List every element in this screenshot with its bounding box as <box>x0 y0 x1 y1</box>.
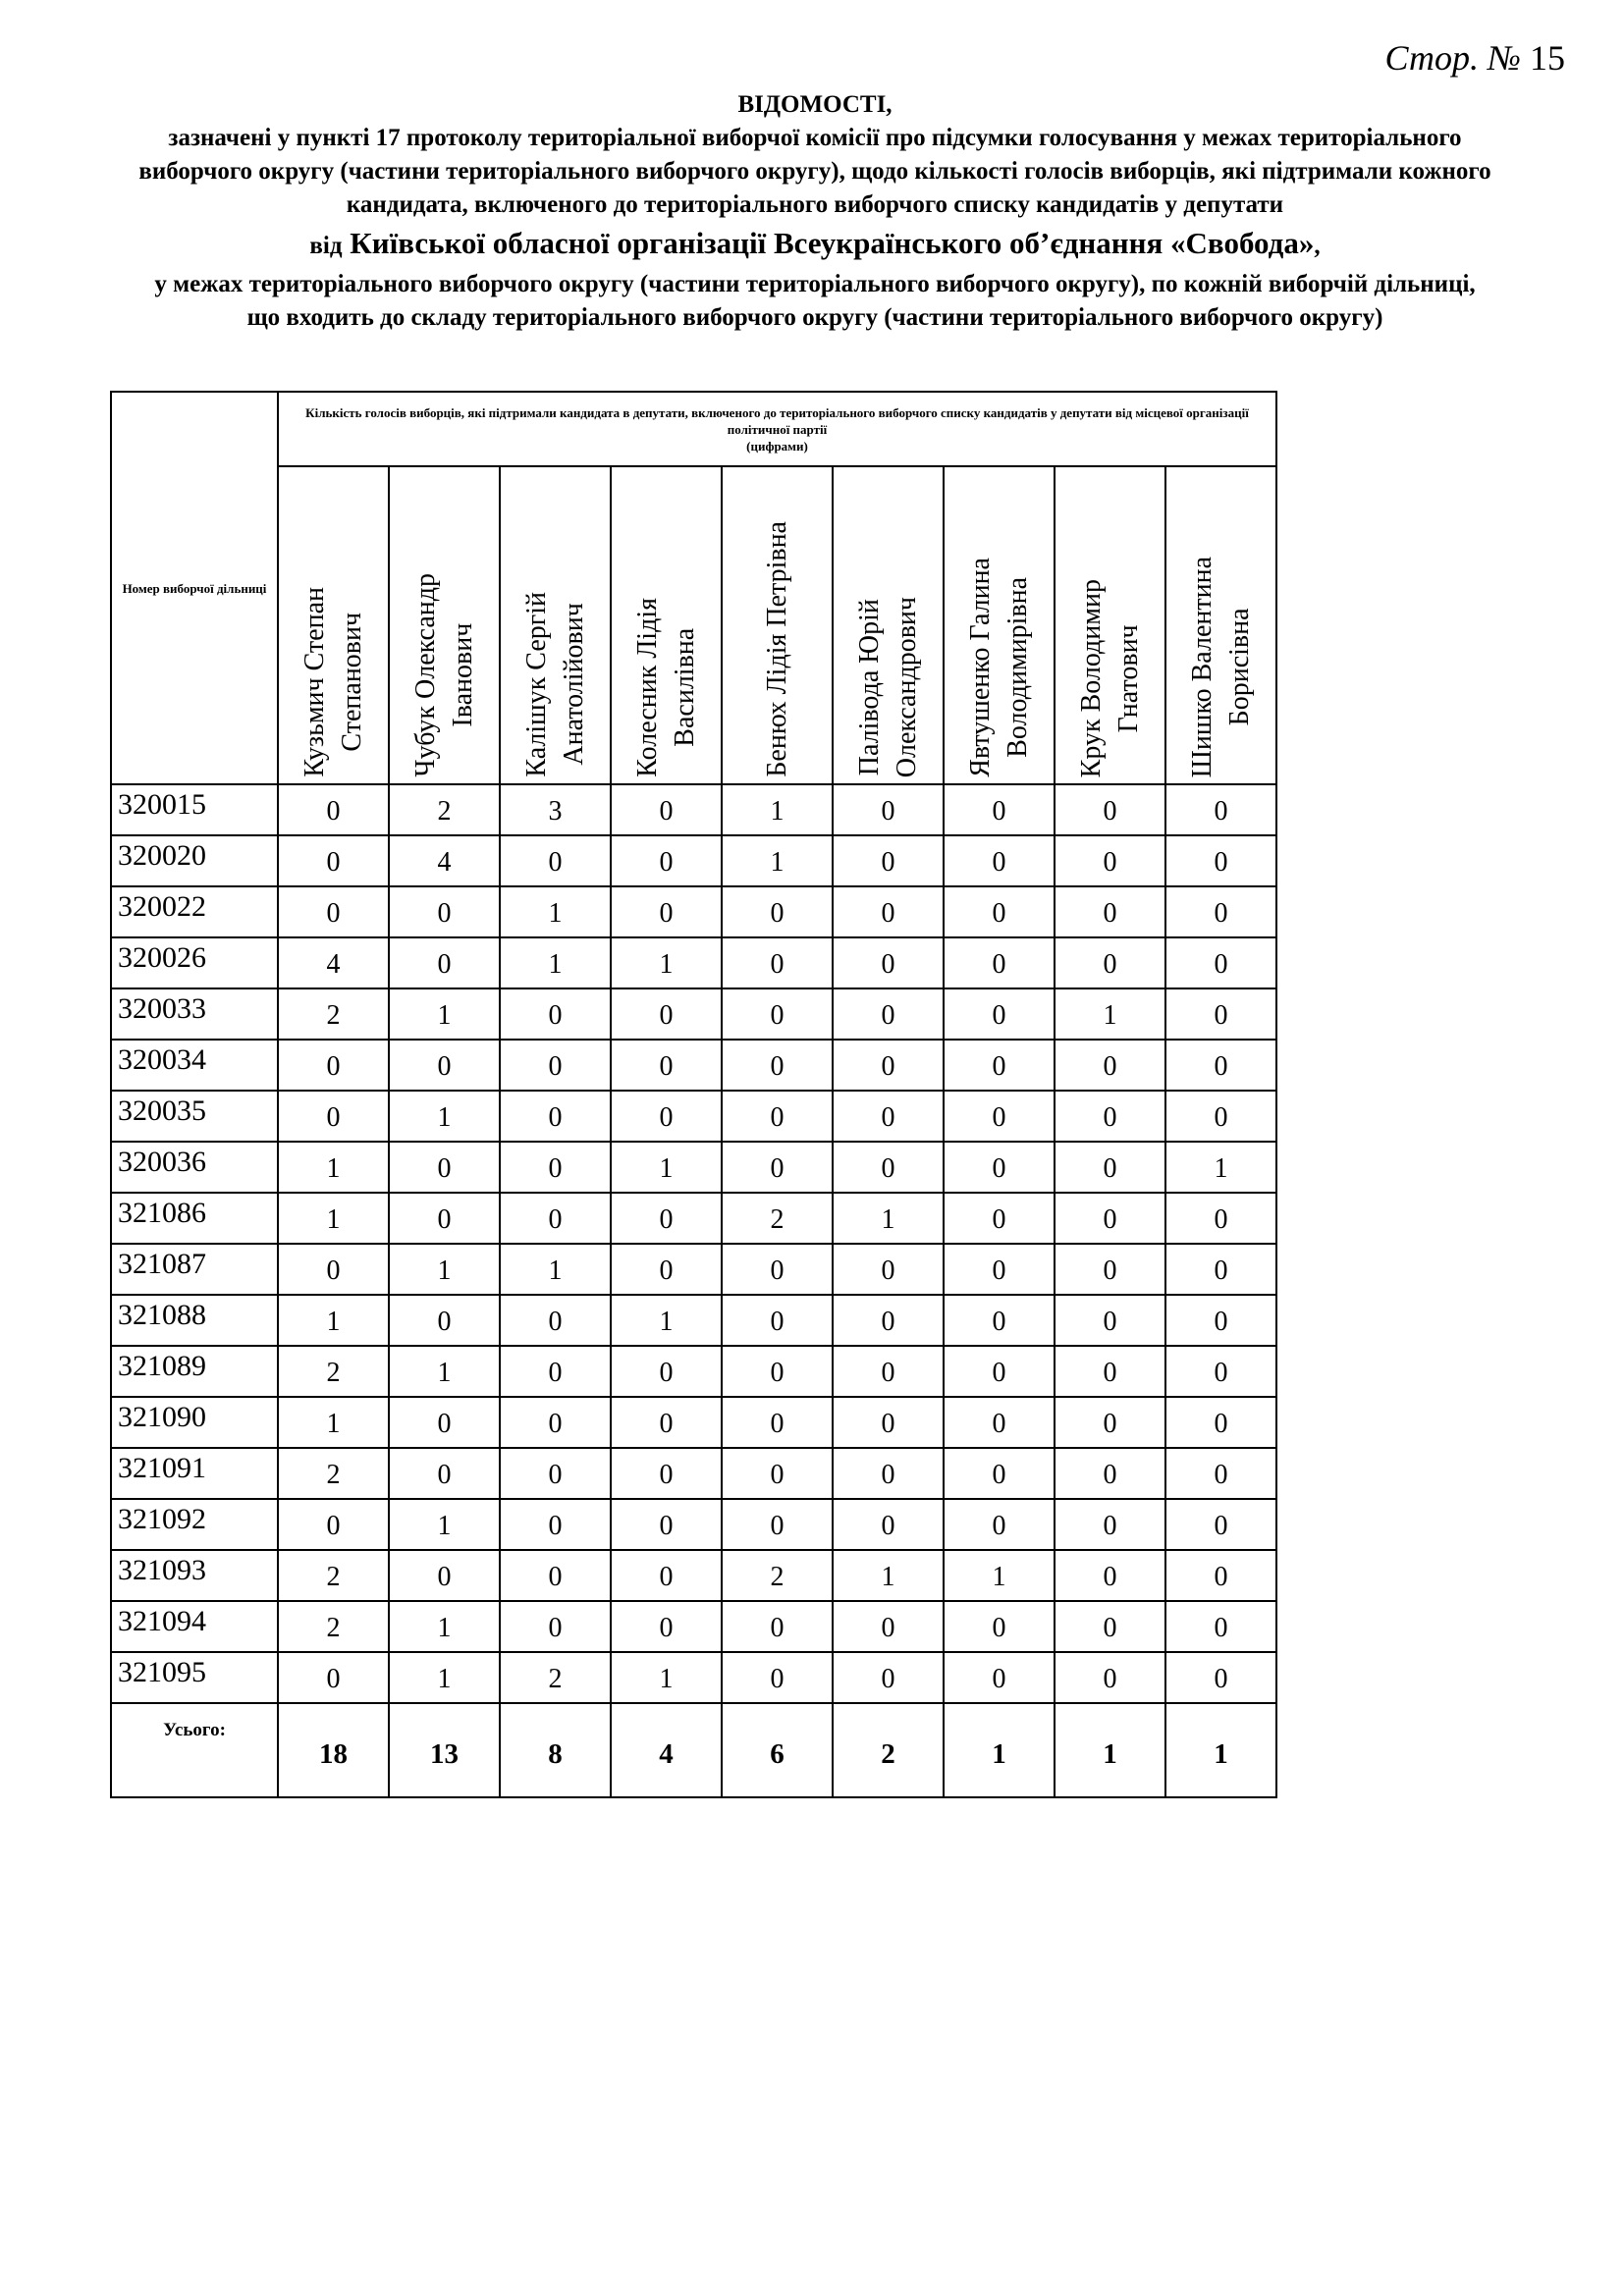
vote-count: 0 <box>722 1499 833 1550</box>
vote-count: 0 <box>1055 937 1165 988</box>
vote-count: 0 <box>1165 1040 1276 1091</box>
vote-count: 0 <box>1055 1193 1165 1244</box>
vote-count: 2 <box>278 1550 389 1601</box>
header-line-1: зазначені у пункті 17 протоколу територіальної виборчої комісії про підсумки голосування у межах територіального <box>168 125 1462 151</box>
vote-count: 0 <box>278 886 389 937</box>
vote-count: 0 <box>833 1652 944 1703</box>
vote-count: 1 <box>833 1550 944 1601</box>
vote-count: 0 <box>611 1448 722 1499</box>
vote-count: 1 <box>722 784 833 835</box>
vote-count: 1 <box>389 988 500 1040</box>
vote-count: 1 <box>722 835 833 886</box>
station-number: 321095 <box>111 1652 278 1703</box>
vote-count: 0 <box>1055 1244 1165 1295</box>
station-number: 321089 <box>111 1346 278 1397</box>
candidate-name: Кузьмич Степан Степанович <box>298 587 367 777</box>
vote-count: 0 <box>722 1601 833 1652</box>
vote-count: 0 <box>278 1091 389 1142</box>
vote-count: 0 <box>1165 937 1276 988</box>
vote-count: 0 <box>389 1448 500 1499</box>
vote-count: 0 <box>833 1091 944 1142</box>
table-row <box>111 988 1276 1040</box>
station-number: 321094 <box>111 1601 278 1652</box>
station-number: 320020 <box>111 835 278 886</box>
vote-count: 0 <box>1055 1499 1165 1550</box>
candidate-header <box>1055 466 1165 784</box>
vote-count: 0 <box>722 1448 833 1499</box>
totals-label: Усього: <box>111 1703 278 1797</box>
vote-count: 0 <box>611 1397 722 1448</box>
candidate-header <box>944 466 1055 784</box>
table-row <box>111 1550 1276 1601</box>
vote-count: 1 <box>278 1142 389 1193</box>
candidate-name: Калішук Сергій Анатолійович <box>520 592 589 777</box>
page-number-label: Стор. № <box>1384 38 1521 78</box>
station-number: 320022 <box>111 886 278 937</box>
vote-count: 2 <box>722 1550 833 1601</box>
vote-count: 0 <box>833 1499 944 1550</box>
table-row <box>111 1601 1276 1652</box>
vote-count: 0 <box>1165 1397 1276 1448</box>
header-line-2: виборчого округу (частини територіального виборчого округу), щодо кількості голосів виборців, які підтримали кожного <box>138 158 1491 185</box>
vote-count: 1 <box>389 1346 500 1397</box>
vote-count: 0 <box>833 1448 944 1499</box>
candidate-header <box>611 466 722 784</box>
vote-count: 1 <box>611 1295 722 1346</box>
total-count: 13 <box>389 1703 500 1797</box>
vote-count: 0 <box>500 1397 611 1448</box>
vote-count: 0 <box>722 1652 833 1703</box>
vote-count: 0 <box>500 1142 611 1193</box>
vote-count: 0 <box>944 1142 1055 1193</box>
vote-count: 0 <box>944 1499 1055 1550</box>
vote-count: 0 <box>944 1091 1055 1142</box>
vote-count: 2 <box>278 1601 389 1652</box>
vote-count: 4 <box>278 937 389 988</box>
total-count: 2 <box>833 1703 944 1797</box>
candidate-header <box>722 466 833 784</box>
station-number: 320033 <box>111 988 278 1040</box>
vote-count: 0 <box>611 1040 722 1091</box>
header-line-3: кандидата, включеного до територіального виборчого списку кандидатів у депутати <box>346 191 1284 218</box>
vote-count: 0 <box>944 784 1055 835</box>
vote-count: 2 <box>722 1193 833 1244</box>
vote-count: 0 <box>500 1091 611 1142</box>
station-number: 320035 <box>111 1091 278 1142</box>
vote-count: 0 <box>1055 1652 1165 1703</box>
vote-count: 0 <box>1165 1550 1276 1601</box>
vote-count: 0 <box>722 1244 833 1295</box>
vote-count: 0 <box>500 835 611 886</box>
vote-count: 0 <box>278 1244 389 1295</box>
vote-count: 0 <box>1055 1040 1165 1091</box>
results-table <box>110 391 1277 1798</box>
candidate-name: Крук Володимир Гнатович <box>1075 578 1144 777</box>
station-number: 321092 <box>111 1499 278 1550</box>
vote-count: 0 <box>833 1040 944 1091</box>
vote-count: 0 <box>500 1295 611 1346</box>
organization-name: Київської обласної організації Всеукраїнського об’єднання «Свобода» <box>350 226 1315 260</box>
vote-count: 0 <box>389 1397 500 1448</box>
station-number: 321091 <box>111 1448 278 1499</box>
votes-caption <box>278 392 1276 466</box>
vote-count: 0 <box>1165 784 1276 835</box>
table-row <box>111 1295 1276 1346</box>
vote-count: 0 <box>389 1295 500 1346</box>
vote-count: 0 <box>1165 1499 1276 1550</box>
vote-count: 0 <box>1055 1091 1165 1142</box>
vote-count: 0 <box>722 1295 833 1346</box>
vote-count: 0 <box>1165 1091 1276 1142</box>
vote-count: 0 <box>611 1244 722 1295</box>
vote-count: 1 <box>611 937 722 988</box>
vote-count: 0 <box>1055 835 1165 886</box>
vote-count: 1 <box>278 1295 389 1346</box>
candidate-name: Шишко Валентина Борисівна <box>1186 556 1255 777</box>
vote-count: 0 <box>611 886 722 937</box>
vote-count: 0 <box>1055 1142 1165 1193</box>
vote-count: 0 <box>611 1601 722 1652</box>
vote-count: 0 <box>1165 1193 1276 1244</box>
vote-count: 0 <box>278 1652 389 1703</box>
vote-count: 1 <box>389 1091 500 1142</box>
vote-count: 0 <box>611 784 722 835</box>
vote-count: 0 <box>278 784 389 835</box>
vote-count: 2 <box>278 1448 389 1499</box>
vote-count: 0 <box>1055 1346 1165 1397</box>
vote-count: 0 <box>833 937 944 988</box>
vote-count: 1 <box>500 937 611 988</box>
vote-count: 0 <box>722 1397 833 1448</box>
vote-count: 0 <box>1055 784 1165 835</box>
vote-count: 0 <box>1055 886 1165 937</box>
station-number: 321093 <box>111 1550 278 1601</box>
table-row <box>111 937 1276 988</box>
header-line-4: у межах територіального виборчого округу (частини територіального виборчого округу), по кожній виборчій дільниці, <box>154 271 1476 297</box>
vote-count: 0 <box>500 1550 611 1601</box>
candidate-header <box>278 466 389 784</box>
candidate-header <box>1165 466 1276 784</box>
vote-count: 0 <box>1165 988 1276 1040</box>
vote-count: 0 <box>722 1091 833 1142</box>
vote-count: 0 <box>944 1295 1055 1346</box>
votes-caption-note: (цифрами) <box>746 438 808 454</box>
candidate-header <box>389 466 500 784</box>
vote-count: 0 <box>611 1193 722 1244</box>
vote-count: 0 <box>1055 1550 1165 1601</box>
vote-count: 0 <box>944 1040 1055 1091</box>
totals-row <box>111 1703 1276 1797</box>
vote-count: 0 <box>944 835 1055 886</box>
vote-count: 0 <box>611 1346 722 1397</box>
vote-count: 1 <box>833 1193 944 1244</box>
vote-count: 0 <box>833 784 944 835</box>
vote-count: 1 <box>389 1601 500 1652</box>
document-header <box>88 88 1542 335</box>
candidate-name: Колесник Лідія Василівна <box>631 598 700 777</box>
table-row <box>111 1193 1276 1244</box>
vote-count: 0 <box>389 1040 500 1091</box>
vote-count: 0 <box>722 937 833 988</box>
vote-count: 0 <box>500 1346 611 1397</box>
vote-count: 0 <box>944 886 1055 937</box>
vote-count: 0 <box>944 1244 1055 1295</box>
vote-count: 2 <box>278 1346 389 1397</box>
document-title: ВІДОМОСТІ, <box>737 91 893 118</box>
vote-count: 2 <box>500 1652 611 1703</box>
vote-count: 0 <box>1165 1652 1276 1703</box>
table-row <box>111 1142 1276 1193</box>
vote-count: 1 <box>611 1142 722 1193</box>
total-count: 6 <box>722 1703 833 1797</box>
vote-count: 0 <box>722 988 833 1040</box>
vote-count: 0 <box>833 1295 944 1346</box>
vote-count: 1 <box>278 1397 389 1448</box>
vote-count: 0 <box>722 1040 833 1091</box>
station-number: 320026 <box>111 937 278 988</box>
vote-count: 0 <box>833 835 944 886</box>
vote-count: 1 <box>389 1652 500 1703</box>
vote-count: 0 <box>833 1346 944 1397</box>
vote-count: 0 <box>500 1040 611 1091</box>
vote-count: 0 <box>611 1550 722 1601</box>
votes-caption-text: Кількість голосів виборців, які підтримали кандидата в депутати, включеного до територіального виборчого списку кандидатів у депутати від місцевої організації політичної партії <box>305 404 1249 437</box>
vote-count: 0 <box>611 835 722 886</box>
vote-count: 0 <box>278 1040 389 1091</box>
table-row <box>111 1448 1276 1499</box>
table-row <box>111 1499 1276 1550</box>
table-row <box>111 784 1276 835</box>
total-count: 1 <box>1055 1703 1165 1797</box>
organization-line <box>88 222 1542 268</box>
vote-count: 0 <box>611 1091 722 1142</box>
vote-count: 3 <box>500 784 611 835</box>
vote-count: 0 <box>833 1601 944 1652</box>
vote-count: 1 <box>500 1244 611 1295</box>
total-count: 1 <box>944 1703 1055 1797</box>
vote-count: 0 <box>278 1499 389 1550</box>
table-row <box>111 886 1276 937</box>
total-count: 4 <box>611 1703 722 1797</box>
vote-count: 0 <box>944 1601 1055 1652</box>
header-line-5: що входить до складу територіального виборчого округу (частини територіального виборчого округу) <box>246 304 1383 331</box>
vote-count: 0 <box>1055 1601 1165 1652</box>
vote-count: 0 <box>944 988 1055 1040</box>
vote-count: 0 <box>1055 1295 1165 1346</box>
vote-count: 0 <box>389 1193 500 1244</box>
vote-count: 0 <box>500 988 611 1040</box>
vote-count: 0 <box>389 886 500 937</box>
table-row <box>111 1040 1276 1091</box>
station-number: 321090 <box>111 1397 278 1448</box>
vote-count: 0 <box>389 1550 500 1601</box>
candidate-name: Бенюх Лідія Петрівна <box>761 521 792 777</box>
page-number <box>1385 37 1565 79</box>
table-row <box>111 1091 1276 1142</box>
table-row <box>111 1346 1276 1397</box>
vote-count: 0 <box>1165 886 1276 937</box>
vote-count: 0 <box>389 937 500 988</box>
vote-count: 1 <box>389 1499 500 1550</box>
organization-prefix: від <box>309 233 343 259</box>
vote-count: 0 <box>500 1193 611 1244</box>
vote-count: 0 <box>1165 835 1276 886</box>
vote-count: 0 <box>1165 1601 1276 1652</box>
vote-count: 0 <box>1055 1448 1165 1499</box>
vote-count: 0 <box>500 1448 611 1499</box>
vote-count: 0 <box>500 1601 611 1652</box>
vote-count: 0 <box>833 1397 944 1448</box>
total-count: 8 <box>500 1703 611 1797</box>
vote-count: 2 <box>278 988 389 1040</box>
vote-count: 0 <box>611 1499 722 1550</box>
vote-count: 1 <box>611 1652 722 1703</box>
vote-count: 0 <box>1055 1397 1165 1448</box>
candidate-header <box>833 466 944 784</box>
vote-count: 0 <box>389 1142 500 1193</box>
vote-count: 0 <box>833 1142 944 1193</box>
vote-count: 1 <box>1055 988 1165 1040</box>
total-count: 18 <box>278 1703 389 1797</box>
vote-count: 1 <box>944 1550 1055 1601</box>
station-number: 321088 <box>111 1295 278 1346</box>
vote-count: 4 <box>389 835 500 886</box>
vote-count: 0 <box>722 1346 833 1397</box>
organization-suffix: , <box>1314 233 1321 259</box>
vote-count: 0 <box>944 1652 1055 1703</box>
total-count: 1 <box>1165 1703 1276 1797</box>
vote-count: 0 <box>1165 1346 1276 1397</box>
station-number: 320015 <box>111 784 278 835</box>
vote-count: 0 <box>1165 1244 1276 1295</box>
vote-count: 0 <box>944 937 1055 988</box>
table-row <box>111 1244 1276 1295</box>
vote-count: 0 <box>944 1346 1055 1397</box>
table-row <box>111 835 1276 886</box>
vote-count: 0 <box>833 988 944 1040</box>
candidate-header <box>500 466 611 784</box>
station-number: 320034 <box>111 1040 278 1091</box>
table-row <box>111 1397 1276 1448</box>
vote-count: 0 <box>833 1244 944 1295</box>
candidate-name: Явтушенко Галина Володимирівна <box>964 558 1033 777</box>
vote-count: 0 <box>833 886 944 937</box>
station-number: 321086 <box>111 1193 278 1244</box>
vote-count: 0 <box>722 1142 833 1193</box>
table-row <box>111 1652 1276 1703</box>
vote-count: 0 <box>722 886 833 937</box>
candidate-name: Палівода Юрій Олександрович <box>853 596 922 777</box>
vote-count: 0 <box>1165 1448 1276 1499</box>
vote-count: 0 <box>500 1499 611 1550</box>
page-number-value: 15 <box>1530 38 1565 78</box>
vote-count: 0 <box>944 1397 1055 1448</box>
station-number: 321087 <box>111 1244 278 1295</box>
vote-count: 1 <box>389 1244 500 1295</box>
vote-count: 0 <box>944 1193 1055 1244</box>
candidate-name: Чубук Олександр Іванович <box>409 573 478 777</box>
vote-count: 1 <box>500 886 611 937</box>
vote-count: 0 <box>611 988 722 1040</box>
vote-count: 2 <box>389 784 500 835</box>
station-column-header: Номер виборчої дільниці <box>111 392 278 784</box>
station-number: 320036 <box>111 1142 278 1193</box>
vote-count: 0 <box>278 835 389 886</box>
vote-count: 0 <box>944 1448 1055 1499</box>
vote-count: 1 <box>278 1193 389 1244</box>
vote-count: 0 <box>1165 1295 1276 1346</box>
vote-count: 1 <box>1165 1142 1276 1193</box>
